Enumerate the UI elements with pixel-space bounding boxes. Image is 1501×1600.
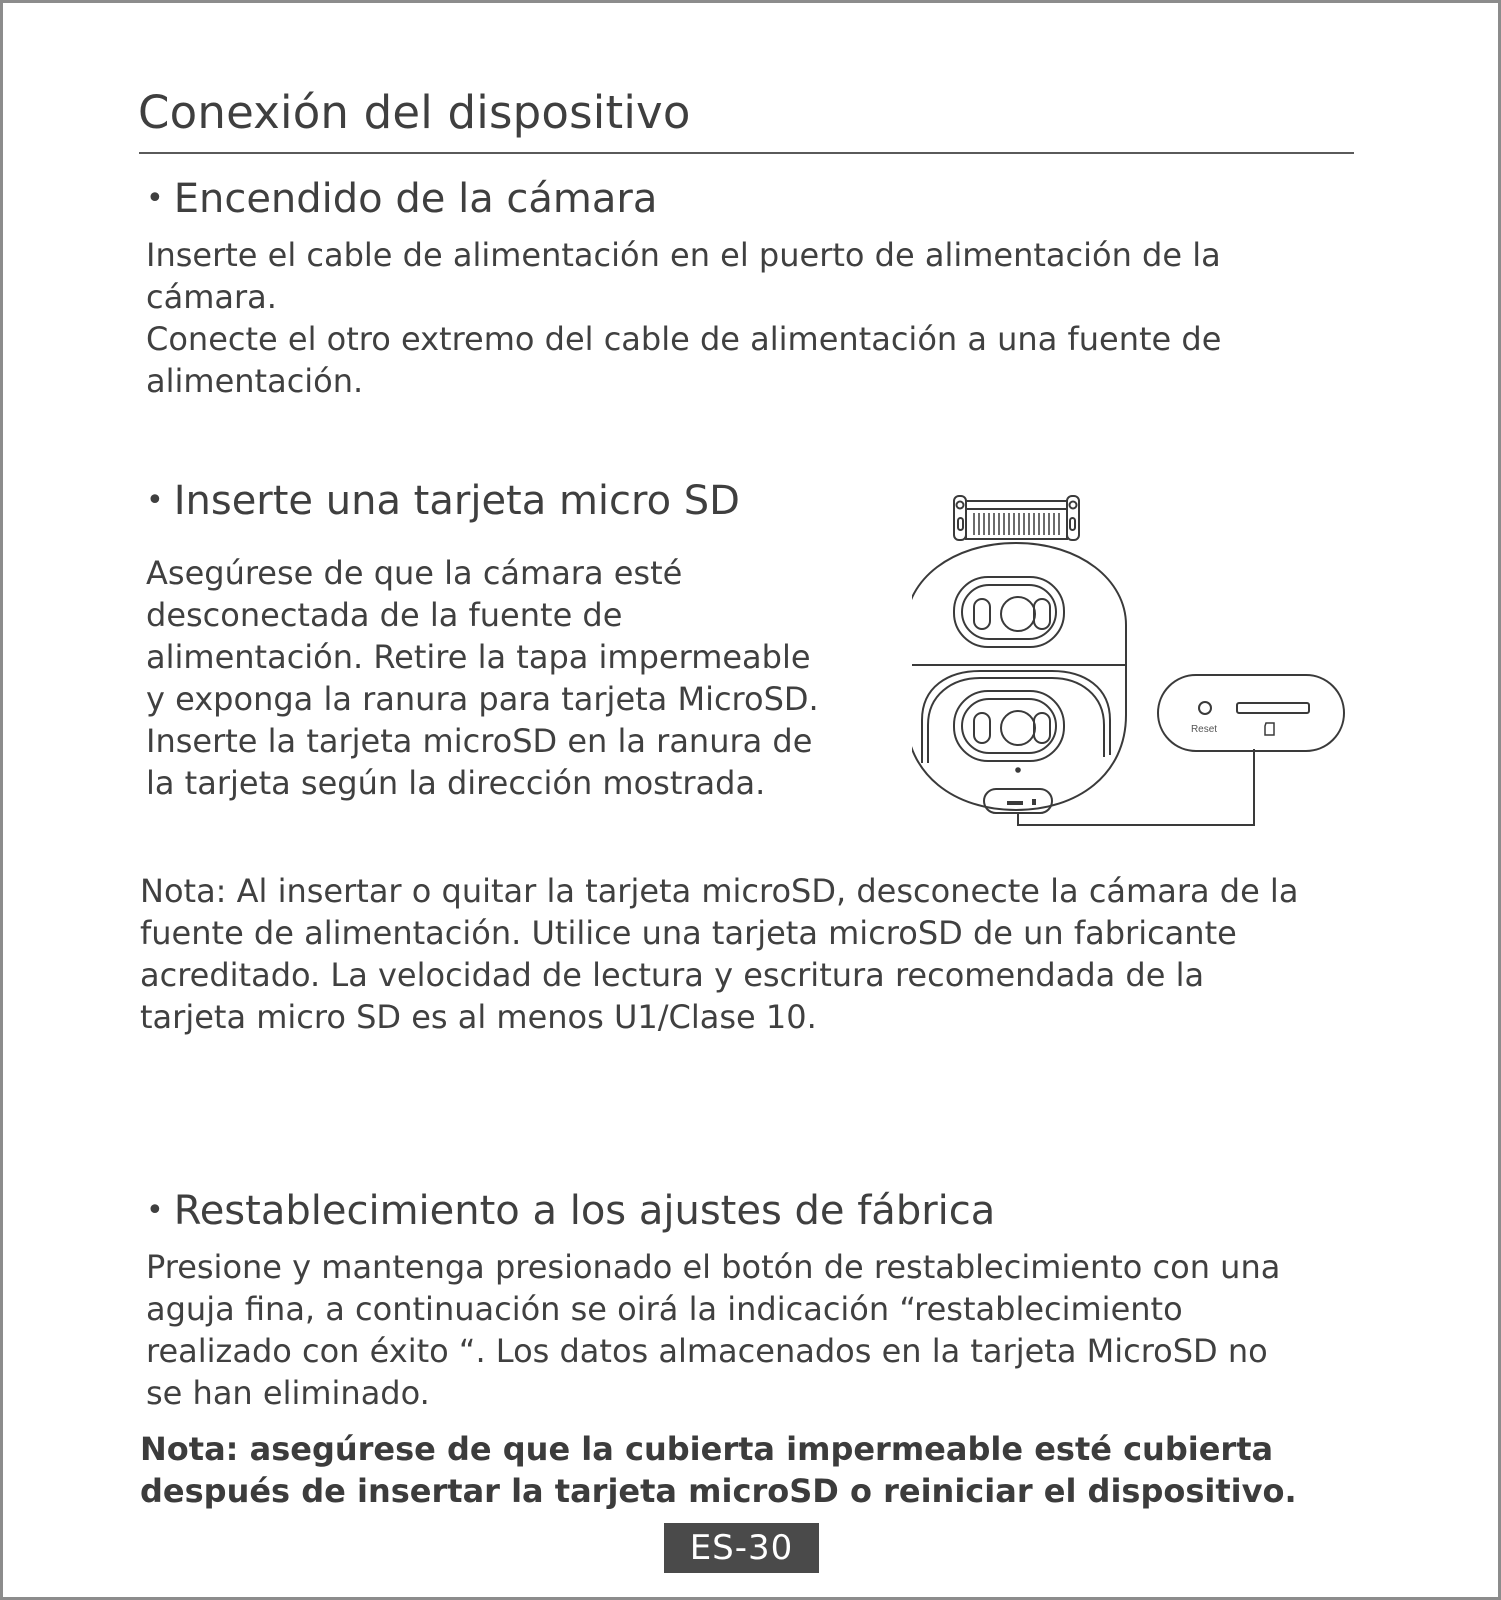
sd-note-line: Nota: Al insertar o quitar la tarjeta microSD, desconecte la cámara de la: [140, 872, 1299, 910]
sd-line: alimentación. Retire la tapa impermeable: [146, 638, 811, 676]
sd-note: [140, 870, 1370, 1038]
bullet-icon: •: [146, 180, 164, 216]
heading-factory-reset: [146, 1188, 995, 1234]
heading-power-on: [146, 176, 657, 222]
sd-note-line: tarjeta micro SD es al menos U1/Clase 10.: [140, 998, 817, 1036]
power-line: alimentación.: [146, 362, 364, 400]
reset-instructions: [146, 1246, 1366, 1414]
sd-line: y exponga la ranura para tarjeta MicroSD.: [146, 680, 819, 718]
power-instructions: [146, 234, 1366, 402]
sd-note-line: acreditado. La velocidad de lectura y escritura recomendada de la: [140, 956, 1205, 994]
bold-note-line: Nota: asegúrese de que la cubierta impermeable esté cubierta: [140, 1430, 1274, 1468]
heading-factory-reset-text: Restablecimiento a los ajustes de fábrica: [173, 1188, 996, 1234]
camera-lower-body-icon: [912, 665, 1126, 813]
power-line: Conecte el otro extremo del cable de alimentación a una fuente de: [146, 320, 1222, 358]
sd-note-line: fuente de alimentación. Utilice una tarjeta microSD de un fabricante: [140, 914, 1237, 952]
reset-line: aguja fina, a continuación se oirá la indicación “restablecimiento: [146, 1290, 1183, 1328]
bullet-icon: •: [146, 1192, 164, 1228]
heading-power-on-text: Encendido de la cámara: [173, 176, 658, 222]
sd-slot-panel-icon: [1158, 675, 1344, 751]
page-title: Conexión del dispositivo: [138, 86, 691, 139]
heading-insert-sd-text: Inserte una tarjeta micro SD: [173, 478, 740, 524]
heading-insert-sd: [146, 478, 740, 524]
page-number: ES-30: [664, 1523, 819, 1573]
reset-line: se han eliminado.: [146, 1374, 430, 1412]
sd-line: la tarjeta según la dirección mostrada.: [146, 764, 766, 802]
sd-line: desconectada de la fuente de: [146, 596, 623, 634]
reset-line: Presione y mantenga presionado el botón de restablecimiento con una: [146, 1248, 1281, 1286]
cable-line: [1018, 749, 1254, 825]
sd-instructions: [146, 552, 876, 804]
sd-line: Inserte la tarjeta microSD en la ranura de: [146, 722, 813, 760]
reset-line: realizado con éxito “. Los datos almacenados en la tarjeta MicroSD no: [146, 1332, 1268, 1370]
bullet-icon: •: [146, 482, 164, 518]
power-line: cámara.: [146, 278, 277, 316]
camera-upper-body-icon: [912, 543, 1126, 665]
bold-note-line: después de insertar la tarjeta microSD o reiniciar el dispositivo.: [140, 1472, 1297, 1510]
reset-label: Reset: [1190, 724, 1218, 735]
title-divider: [139, 152, 1354, 154]
sd-line: Asegúrese de que la cámara esté: [146, 554, 683, 592]
waterproof-cover-note: [140, 1428, 1350, 1512]
power-line: Inserte el cable de alimentación en el puerto de alimentación de la: [146, 236, 1221, 274]
mount-bracket-icon: [954, 496, 1079, 540]
camera-sd-slot-illustration: [912, 495, 1352, 835]
